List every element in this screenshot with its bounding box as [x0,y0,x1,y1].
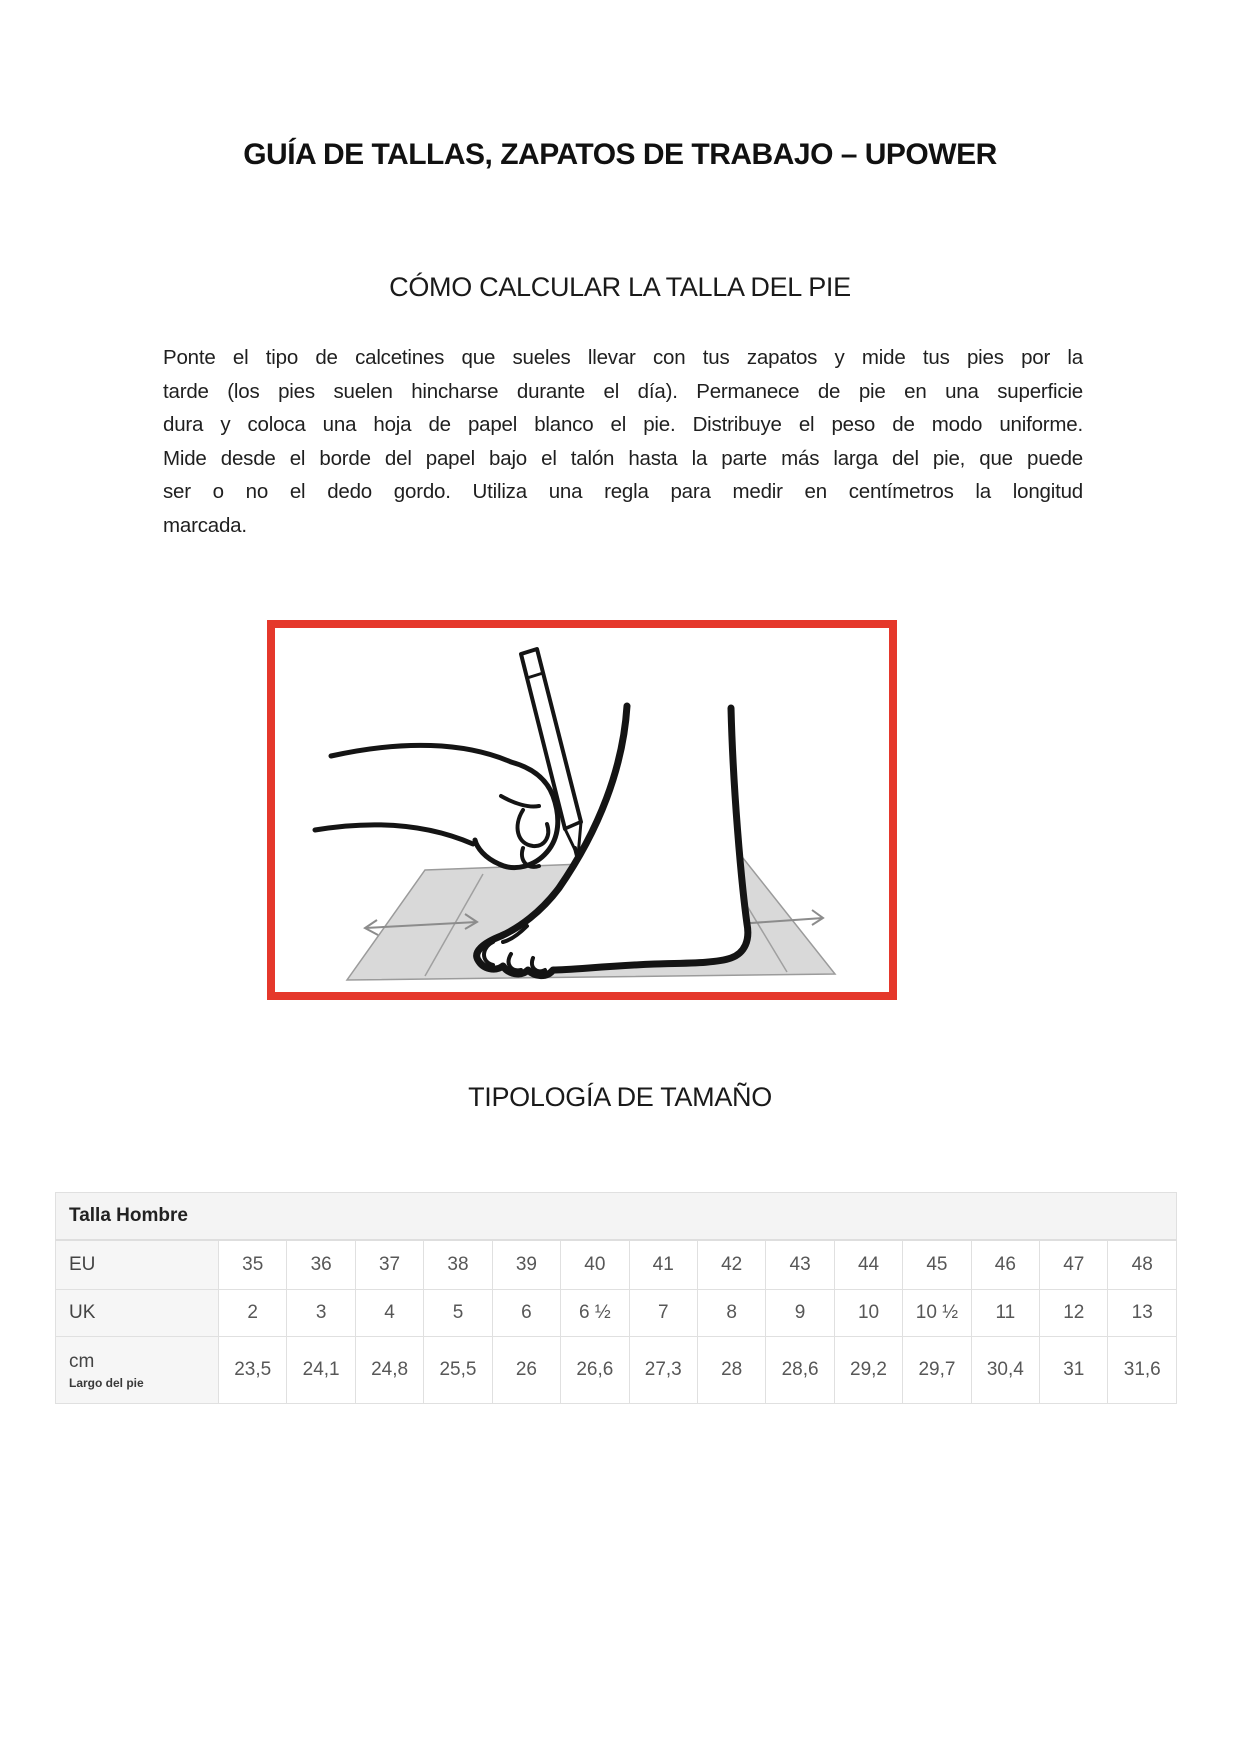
size-value-cell: 2 [219,1290,287,1337]
size-value-cell: 5 [424,1290,492,1337]
row-label-text: cm [69,1350,95,1372]
section-heading-size-typology: TIPOLOGÍA DE TAMAÑO [468,1082,772,1112]
size-value-cell: 12 [1040,1290,1108,1337]
size-value-cell: 31 [1040,1337,1108,1404]
size-value-cell: 29,2 [834,1337,902,1404]
size-value-cell: 10 ½ [903,1290,971,1337]
paragraph-line: dura y coloca una hoja de papel blanco el pie. Distribuye el peso de modo uniforme. [163,413,1083,436]
size-value-cell: 7 [629,1290,697,1337]
size-value-cell: 25,5 [424,1337,492,1404]
size-value-cell: 35 [219,1240,287,1290]
size-value-cell: 43 [766,1240,834,1290]
size-value-cell: 46 [971,1240,1039,1290]
size-value-cell: 44 [834,1240,902,1290]
size-value-cell: 24,8 [355,1337,423,1404]
paragraph-line: marcada. [163,513,247,537]
size-value-cell: 11 [971,1290,1039,1337]
size-value-cell: 28 [697,1337,765,1404]
size-value-cell: 26 [492,1337,560,1404]
size-value-cell: 6 ½ [561,1290,629,1337]
size-value-cell: 29,7 [903,1337,971,1404]
paragraph-line: ser o no el dedo gordo. Utiliza una regla para medir en centímetros la longitud [163,480,1083,503]
table-row-eu [56,1240,1177,1290]
table-title-row [56,1193,1177,1241]
size-table [55,1192,1177,1404]
size-value-cell: 23,5 [219,1337,287,1404]
size-value-cell: 13 [1108,1290,1177,1337]
size-value-cell: 45 [903,1240,971,1290]
size-value-cell: 47 [1040,1240,1108,1290]
foot-measuring-drawing [275,628,889,992]
row-sublabel: Largo del pie [69,1375,144,1390]
size-value-cell: 26,6 [561,1337,629,1404]
size-value-cell: 3 [287,1290,355,1337]
size-value-cell: 28,6 [766,1337,834,1404]
size-value-cell: 24,1 [287,1337,355,1404]
size-value-cell: 38 [424,1240,492,1290]
size-value-cell: 9 [766,1290,834,1337]
size-value-cell: 10 [834,1290,902,1337]
paragraph-line: Ponte el tipo de calcetines que sueles llevar con tus zapatos y mide tus pies por la [163,346,1083,369]
size-value-cell: 48 [1108,1240,1177,1290]
size-value-cell: 41 [629,1240,697,1290]
size-value-cell: 8 [697,1290,765,1337]
size-value-cell: 39 [492,1240,560,1290]
table-row-cm [56,1337,1177,1404]
table-row-uk [56,1290,1177,1337]
hand-with-pencil-drawing [315,649,581,868]
page-title: GUÍA DE TALLAS, ZAPATOS DE TRABAJO – UPOWER [243,138,997,171]
size-value-cell: 36 [287,1240,355,1290]
section-heading-how-to-measure: CÓMO CALCULAR LA TALLA DEL PIE [389,272,851,302]
size-value-cell: 42 [697,1240,765,1290]
size-value-cell: 37 [355,1240,423,1290]
row-label [56,1337,219,1404]
paragraph-line: Mide desde el borde del papel bajo el talón hasta la parte más larga del pie, que puede [163,446,1083,470]
size-value-cell: 31,6 [1108,1337,1177,1404]
paragraph-line: tarde (los pies suelen hincharse durante el día). Permanece de pie en una superficie [163,379,1083,403]
size-value-cell: 30,4 [971,1337,1039,1404]
instructions-paragraph [163,341,1083,542]
size-value-cell: 27,3 [629,1337,697,1404]
table-title: Talla Hombre [56,1193,1177,1241]
row-label: EU [56,1240,219,1290]
size-value-cell: 6 [492,1290,560,1337]
size-value-cell: 4 [355,1290,423,1337]
size-value-cell: 40 [561,1240,629,1290]
foot-measuring-illustration [267,620,897,1000]
row-label: UK [56,1290,219,1337]
